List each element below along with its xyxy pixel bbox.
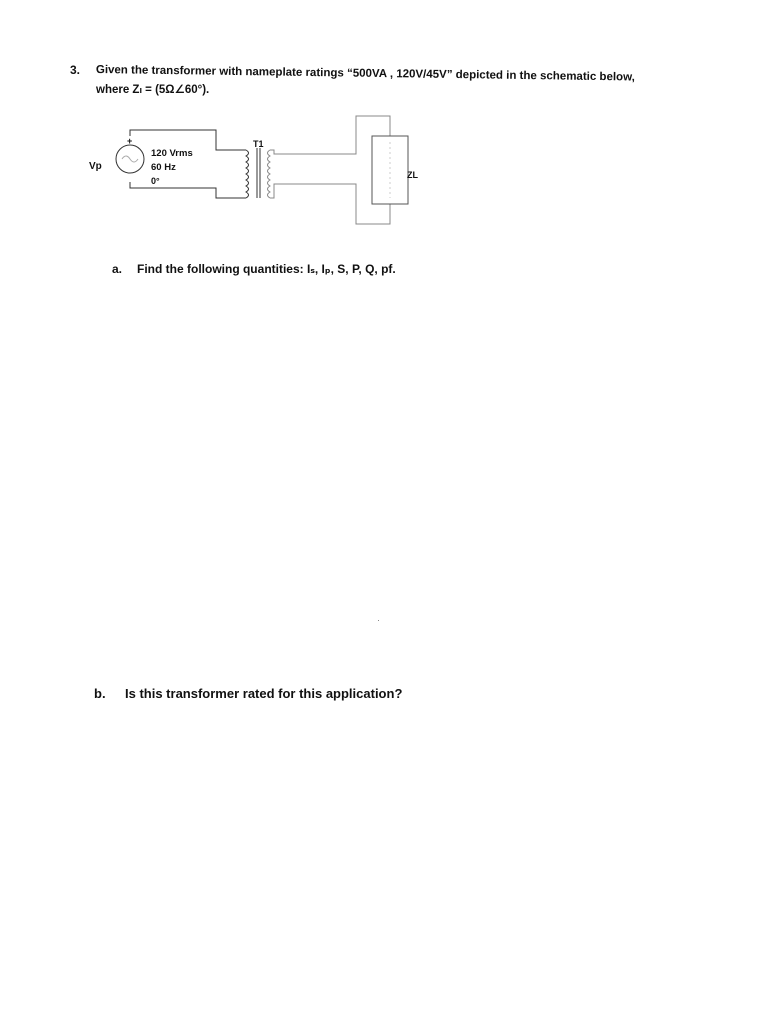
secondary-coil-icon — [268, 150, 271, 198]
part-b — [94, 686, 402, 701]
part-a-text: Find the following quantities: Iₛ, Iₚ, S, P, Q, pf. — [137, 262, 396, 276]
stray-mark — [378, 620, 379, 621]
source-phase-label: 0° — [151, 176, 160, 186]
transformer-schematic — [86, 114, 436, 234]
part-a — [112, 262, 396, 276]
transformer-label: T1 — [253, 139, 264, 149]
part-a-label: a. — [112, 262, 123, 276]
primary-coil-icon — [246, 150, 249, 198]
question-number: 3. — [70, 63, 81, 77]
primary-bottom-wire — [130, 182, 246, 198]
source-label: Vp — [89, 161, 102, 172]
load-label: ZL — [407, 170, 418, 180]
part-b-label: b. — [94, 686, 106, 701]
source-frequency-label: 60 Hz — [151, 162, 176, 173]
primary-top-wire — [130, 130, 246, 150]
source-voltage-label: 120 Vrms — [151, 148, 193, 159]
part-b-text: Is this transformer rated for this application? — [125, 686, 403, 701]
question-text-line-1: Given the transformer with nameplate ratings “500VA , 120V/45V” depicted in the schematic below, — [95, 64, 635, 84]
ac-sine-icon — [122, 156, 138, 162]
question-text-line-2: where Zₗ = (5Ω∠60°). — [96, 84, 210, 96]
source-plus-sign: + — [127, 136, 133, 146]
